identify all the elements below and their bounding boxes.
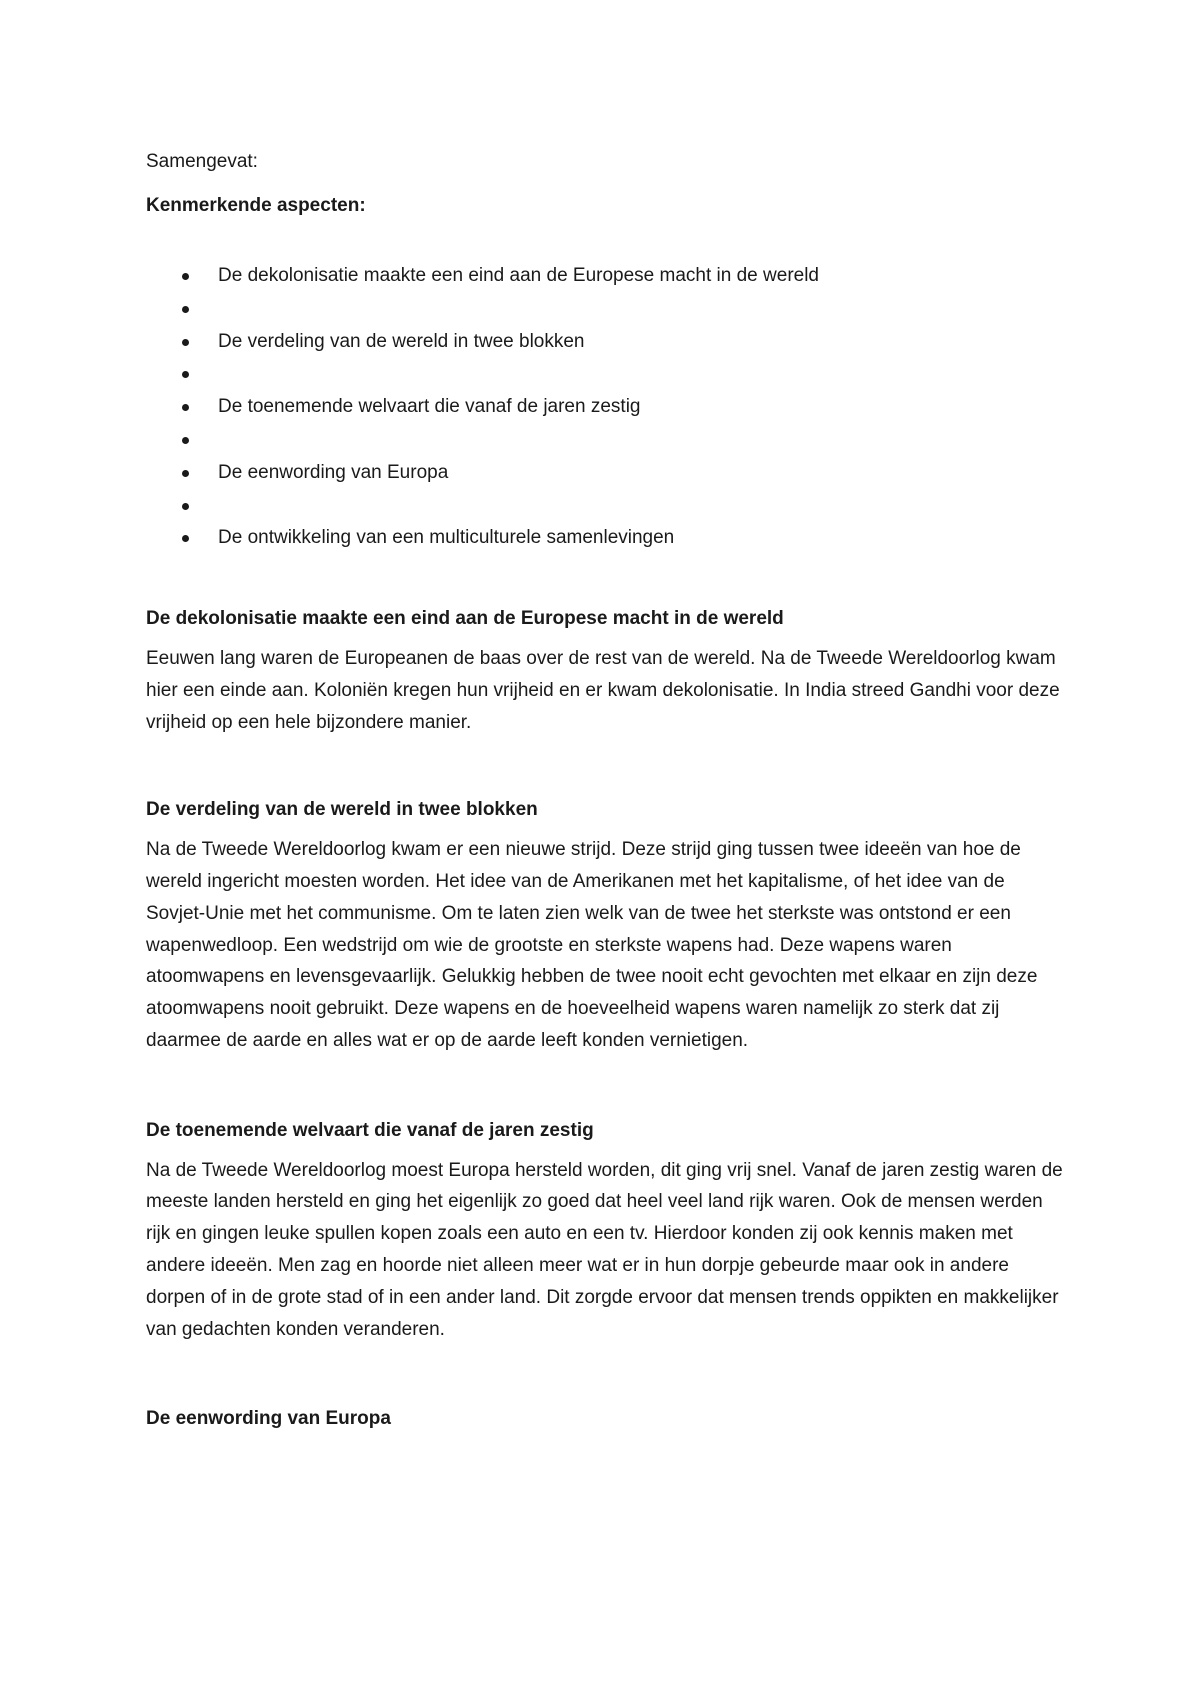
list-item — [146, 457, 1066, 490]
bullet-icon — [182, 306, 189, 313]
bullet-icon — [182, 273, 189, 280]
section-dekolonisatie — [146, 603, 1066, 738]
bullet-icon — [182, 503, 189, 510]
list-item — [146, 522, 1066, 555]
section-heading: De dekolonisatie maakte een eind aan de Europese macht in de wereld — [146, 608, 784, 630]
list-item — [146, 358, 1066, 391]
section-verdeling — [146, 794, 1066, 1056]
list-item — [146, 391, 1066, 424]
section-eenwording — [146, 1403, 1066, 1435]
document-content — [146, 146, 1066, 1443]
section-heading: De toenemende welvaart die vanaf de jaren zestig — [146, 1119, 594, 1141]
list-item — [146, 293, 1066, 326]
section-heading: De eenwording van Europa — [146, 1408, 391, 1430]
list-item-text: De ontwikkeling van een multiculturele samenlevingen — [218, 527, 675, 549]
list-item-text: De toenemende welvaart die vanaf de jaren zestig — [218, 396, 641, 418]
bullet-icon — [182, 437, 189, 444]
bullet-icon — [182, 470, 189, 477]
section-heading: De verdeling van de wereld in twee blokken — [146, 799, 538, 821]
section-body: Eeuwen lang waren de Europeanen de baas over de rest van de wereld. Na de Tweede Wereldoorlog kwam hier een einde aan. Koloniën kregen hun vrijheid en er kwam dekolonisatie. In India streed Gandhi voor deze vrijheid op een hele bijzondere manier. — [146, 647, 1060, 733]
list-item — [146, 326, 1066, 359]
bullet-icon — [182, 404, 189, 411]
aspects-heading: Kenmerkende aspecten: — [146, 195, 366, 216]
list-item-text: De eenwording van Europa — [218, 461, 449, 483]
bullet-icon — [182, 371, 189, 378]
aspects-list — [146, 260, 1066, 555]
list-item — [146, 424, 1066, 457]
intro-label: Samengevat: — [146, 151, 258, 172]
section-body: Na de Tweede Wereldoorlog moest Europa hersteld worden, dit ging vrij snel. Vanaf de jaren zestig waren de meeste landen hersteld en ging het eigenlijk zo goed dat heel veel land rijk waren. Ook de mensen werden rijk en gingen leuke spullen kopen zoals een auto en een tv. Hierdoor konden zij ook kennis maken met andere ideeën. Men zag en hoorde niet alleen meer wat er in hun dorpje gebeurde maar ook in andere dorpen of in de grote stad of in een ander land. Dit zorgde ervoor dat mensen trends oppikten en makkelijker van gedachten konden veranderen. — [146, 1159, 1063, 1340]
bullet-icon — [182, 339, 189, 346]
section-body: Na de Tweede Wereldoorlog kwam er een nieuwe strijd. Deze strijd ging tussen twee ideeën van hoe de wereld ingericht moesten worden. Het idee van de Amerikanen met het kapitalisme, of het idee van de Sovjet-Unie met het communisme. Om te laten zien welk van de twee het sterkste was ontstond er een wapenwedloop. Een wedstrijd om wie de grootste en sterkste wapens had. Deze wapens waren atoomwapens en levensgevaarlijk. Gelukkig hebben de twee nooit echt gevochten met elkaar en zijn deze atoomwapens nooit gebruikt. Deze wapens en de hoeveelheid wapens waren namelijk zo sterk dat zij daarmee de aarde en alles wat er op de aarde leeft konden vernietigen. — [146, 839, 1038, 1051]
list-item — [146, 490, 1066, 523]
list-item — [146, 260, 1066, 293]
list-item-text: De verdeling van de wereld in twee blokken — [218, 330, 585, 352]
section-welvaart — [146, 1115, 1066, 1346]
bullet-icon — [182, 535, 189, 542]
list-item-text: De dekolonisatie maakte een eind aan de Europese macht in de wereld — [218, 265, 819, 286]
